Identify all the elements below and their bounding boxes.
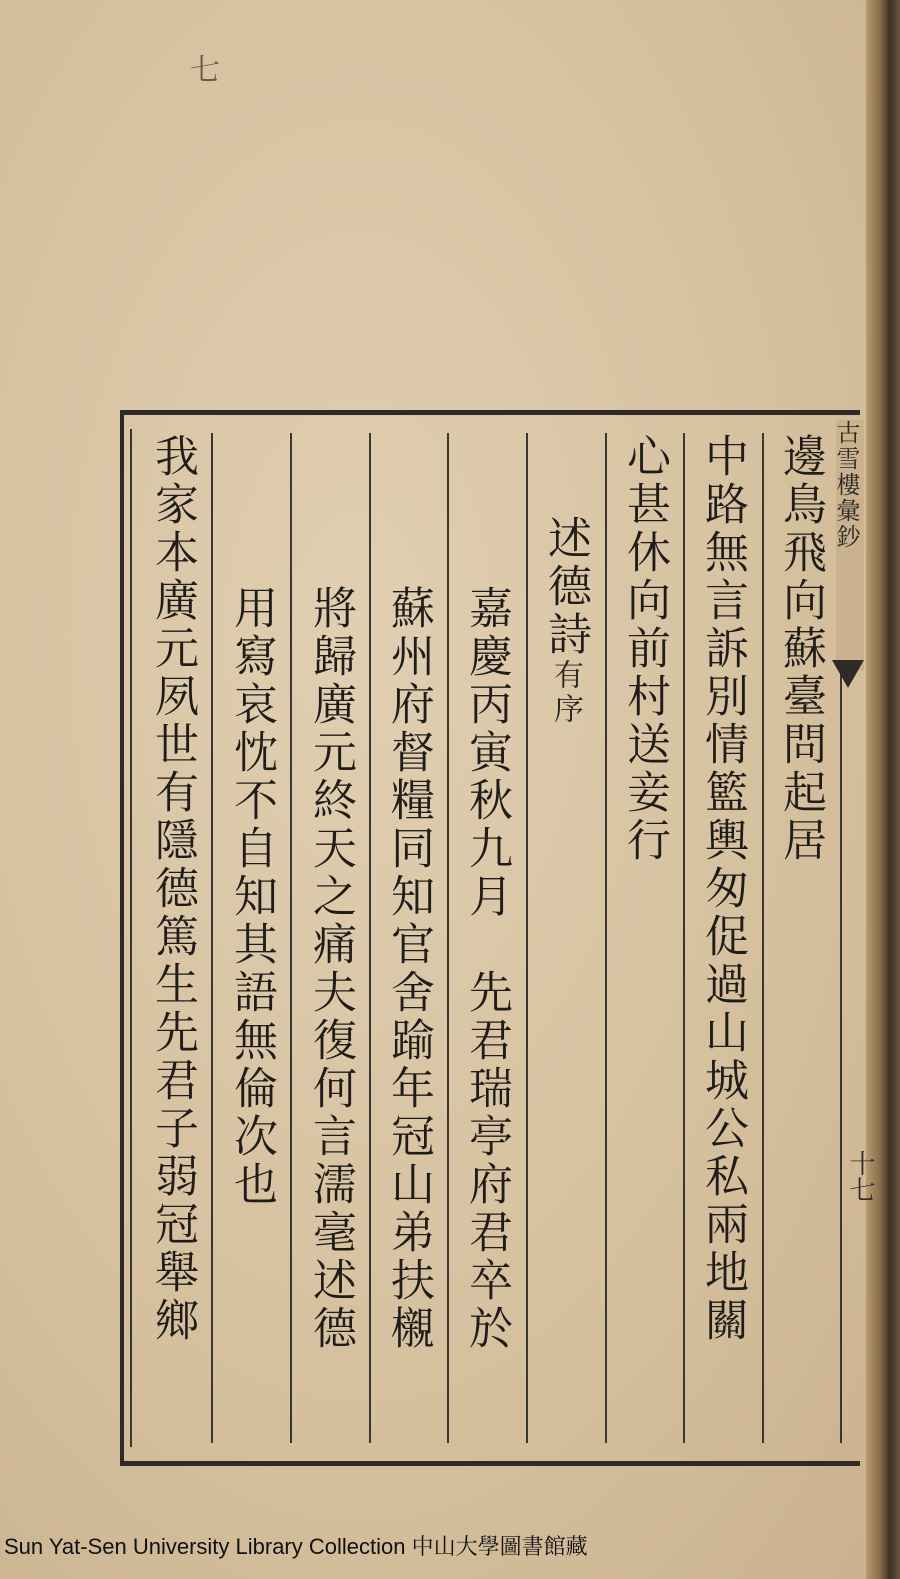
text-frame: [120, 410, 860, 1466]
column-rule: [447, 433, 449, 1443]
text-column-9: 我家本廣元夙世有隱德篤生先君子弱冠舉鄉: [147, 433, 198, 1345]
text-column-6: 蘇州府督糧同知官舍踰年冠山弟扶櫬: [383, 585, 434, 1353]
fish-tail-mark: [832, 660, 864, 688]
column-rule: [526, 433, 528, 1443]
column-rule: [211, 433, 213, 1443]
book-spine: [866, 0, 900, 1579]
column-rule: [762, 433, 764, 1443]
text-column-8: 用寫哀忱不自知其語無倫次也: [226, 585, 277, 1209]
poem-title: 述德詩: [540, 515, 591, 659]
frame-inner-line: [130, 429, 132, 1447]
page-number: 十七: [845, 1150, 875, 1202]
text-column-5: 嘉慶丙寅秋九月 先君瑞亭府君卒於: [461, 585, 512, 1353]
book-title: 古雪樓彙鈔: [836, 420, 864, 670]
column-rule: [683, 433, 685, 1443]
text-column-7: 將歸廣元終天之痛夫復何言濡毫述德: [305, 585, 356, 1353]
collection-label: Sun Yat-Sen University Library Collection 中山大學圖書館藏: [4, 1534, 588, 1559]
margin-mark: 七: [190, 53, 220, 88]
text-column-2: 中路無言訴別情籃輿匆促過山城公私兩地關: [697, 433, 748, 1345]
poem-title-note: 有序: [548, 659, 583, 727]
text-column-3: 心甚休向前村送妾行: [619, 433, 670, 865]
text-column-1: 邊鳥飛向蘇臺問起居: [775, 433, 826, 865]
column-rule: [369, 433, 371, 1443]
column-rule: [290, 433, 292, 1443]
column-rule: [605, 433, 607, 1443]
text-column-4: [533, 515, 597, 727]
